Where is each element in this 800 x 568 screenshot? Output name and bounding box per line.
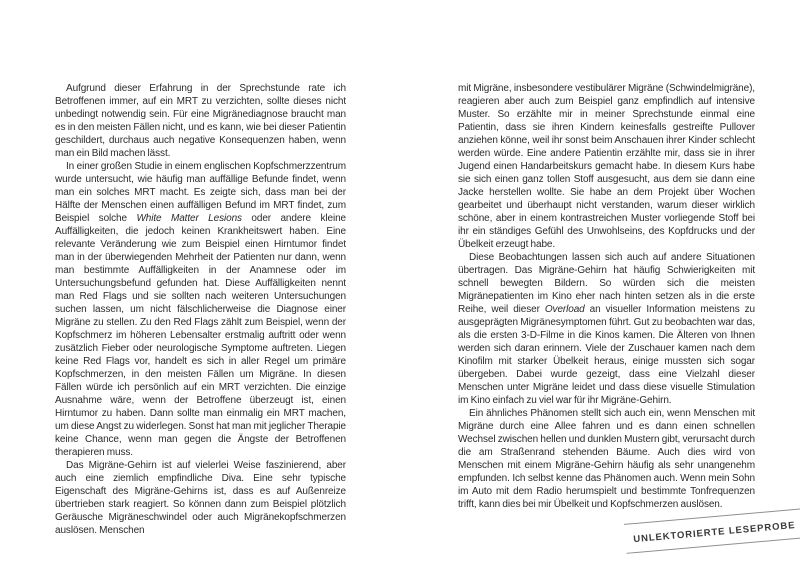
paragraph: Diese Beobachtungen lassen sich auch auf andere Situationen übertragen. Das Migräne-Gehirn hat häufig Schwierigkeiten mit schnell bewegten Bildern. So würden sich die meisten Migränepatienten im Kino eher nach hinten setzen als in die erste Reihe, weil dieser Overload an visueller Information meistens zu ausgeprägten Migränesymptomen führt. Gut zu beobachten war das, als die ersten 3-D-Filme in die Kinos kamen. Die Älteren von Ihnen werden sich daran erinnern. Viele der Zuschauer kamen nach dem Kinofilm mit starker Übelkeit heraus, einige mussten sich sogar übergeben. Dabei wurde gezeigt, dass eine Vielzahl dieser Menschen unter Migräne leidet und dass diese visuelle Stimulation im Kino einfach zu viel war für ihr Migräne-Gehirn. bbox=[458, 252, 755, 406]
paragraph: Ein ähnliches Phänomen stellt sich auch ein, wenn Menschen mit Migräne durch eine Allee fahren und es dann einen schnellen Wechsel zwischen hellen und dunklen Mustern gibt, verursacht durch die am Straßenrand stehenden Bäume. Auch dies wird von Menschen mit einem Migräne-Gehirn häufig als sehr unangenehm empfunden. Ich selbst kenne das Phänomen auch. Wenn mein Sohn im Auto mit dem Radio herumspielt und bestimmte Tonfrequenzen trifft, kann dies bei mir Übelkeit und Kopfschmerzen auslösen. bbox=[458, 408, 755, 510]
text-column-left bbox=[55, 82, 346, 537]
paragraph: Das Migräne-Gehirn ist auf vielerlei Weise faszinierend, aber auch eine ziemlich empfindliche Diva. Eine sehr typische Eigenschaft des Migräne-Gehirns ist, dass es auf Außenreize übertrieben stark reagiert. So können dann zum Beispiel plötzlich Geräusche Migräneschwindel oder auch Migränekopfschmerzen auslösen. Menschen bbox=[55, 460, 346, 536]
paragraph: Aufgrund dieser Erfahrung in der Sprechstunde rate ich Betroffenen immer, auf ein MRT zu verzichten, sollte dieses nicht unbedingt notwendig sein. Für eine Migränediagnose braucht man es in den meisten Fällen nicht, und es kann, wie bei dieser Patientin geschildert, durchaus auch negative Konsequenzen haben, wenn man ein Bild machen lässt. bbox=[55, 83, 346, 159]
unlektorierte-leseprobe-stamp bbox=[625, 508, 800, 554]
paragraph: mit Migräne, insbesondere vestibulärer Migräne (Schwindelmigräne), reagieren aber auch zum Beispiel ganz empfindlich auf intensive Muster. So erzählte mir in meiner Sprechstunde einmal eine Patientin, dass sie ihren Kindern keinesfalls gestreifte Pullover anziehen könne, weil ihr sonst beim Anschauen ihrer Kinder schlecht werden würde. Eine andere Patientin erzählte mir, dass sie in ihrer Jugend einen Handarbeitskurs gemacht habe. In diesem Kurs habe sie sich einen ganz tollen Stoff ausgesucht, aus dem sie dann eine Jacke herstellen wollte. Sie habe an dem Projekt über Wochen gearbeitet und überhaupt nicht verstanden, warum dieser wirklich schöne, aber in einem kontrastreichen Muster vorliegende Stoff bei ihr ein ständiges Gefühl des Unwohlseins, des Kopfdrucks und der Übelkeit erzeugt habe. bbox=[458, 83, 755, 250]
paragraph: In einer großen Studie in einem englischen Kopfschmerzzentrum wurde untersucht, wie häufig man auffällige Befunde findet, wenn man ein solches MRT macht. Es zeigte sich, dass man bei der Hälfte der Menschen einen auffälligen Befund im MRT findet, zum Beispiel solche White Matter Lesions oder andere kleine Auffälligkeiten, die jedoch keinen Krankheitswert haben. Eine relevante Veränderung wie zum Beispiel einen Hirntumor findet man in der überwiegenden Mehrheit der Patienten nur dann, wenn man bestimmte Auffälligkeiten in der Anamnese oder im Untersuchungsbefund gefunden hat. Diese Auffälligkeiten nennt man Red Flags und sie sollten nach weiteren Untersuchungen suchen lassen, um nicht fälschlicherweise die Diagnose einer Migräne zu stellen. Zu den Red Flags zählt zum Beispiel, wenn der Kopfschmerz im höheren Lebensalter erstmalig auftritt oder wenn zusätzlich Fieber oder neurologische Symptome auftreten. Liegen keine Red Flags vor, handelt es sich in aller Regel um primäre Kopfschmerzen, in den meisten Fällen um Migräne. In diesen Fällen würde ich persönlich auf ein MRT verzichten. Die einzige Ausnahme wäre, wenn der Betroffene überzeugt ist, einen Hirntumor zu haben. Dann sollte man einmalig ein MRT machen, um diese Angst zu widerlegen. Sonst hat man mit jeglicher Therapie keine Chance, wenn man gegen die Ängste der Betroffenen therapieren muss. bbox=[55, 161, 346, 458]
stamp-label: UNLEKTORIERTE LESEPROBE bbox=[633, 520, 797, 546]
text-column-right bbox=[458, 82, 755, 511]
